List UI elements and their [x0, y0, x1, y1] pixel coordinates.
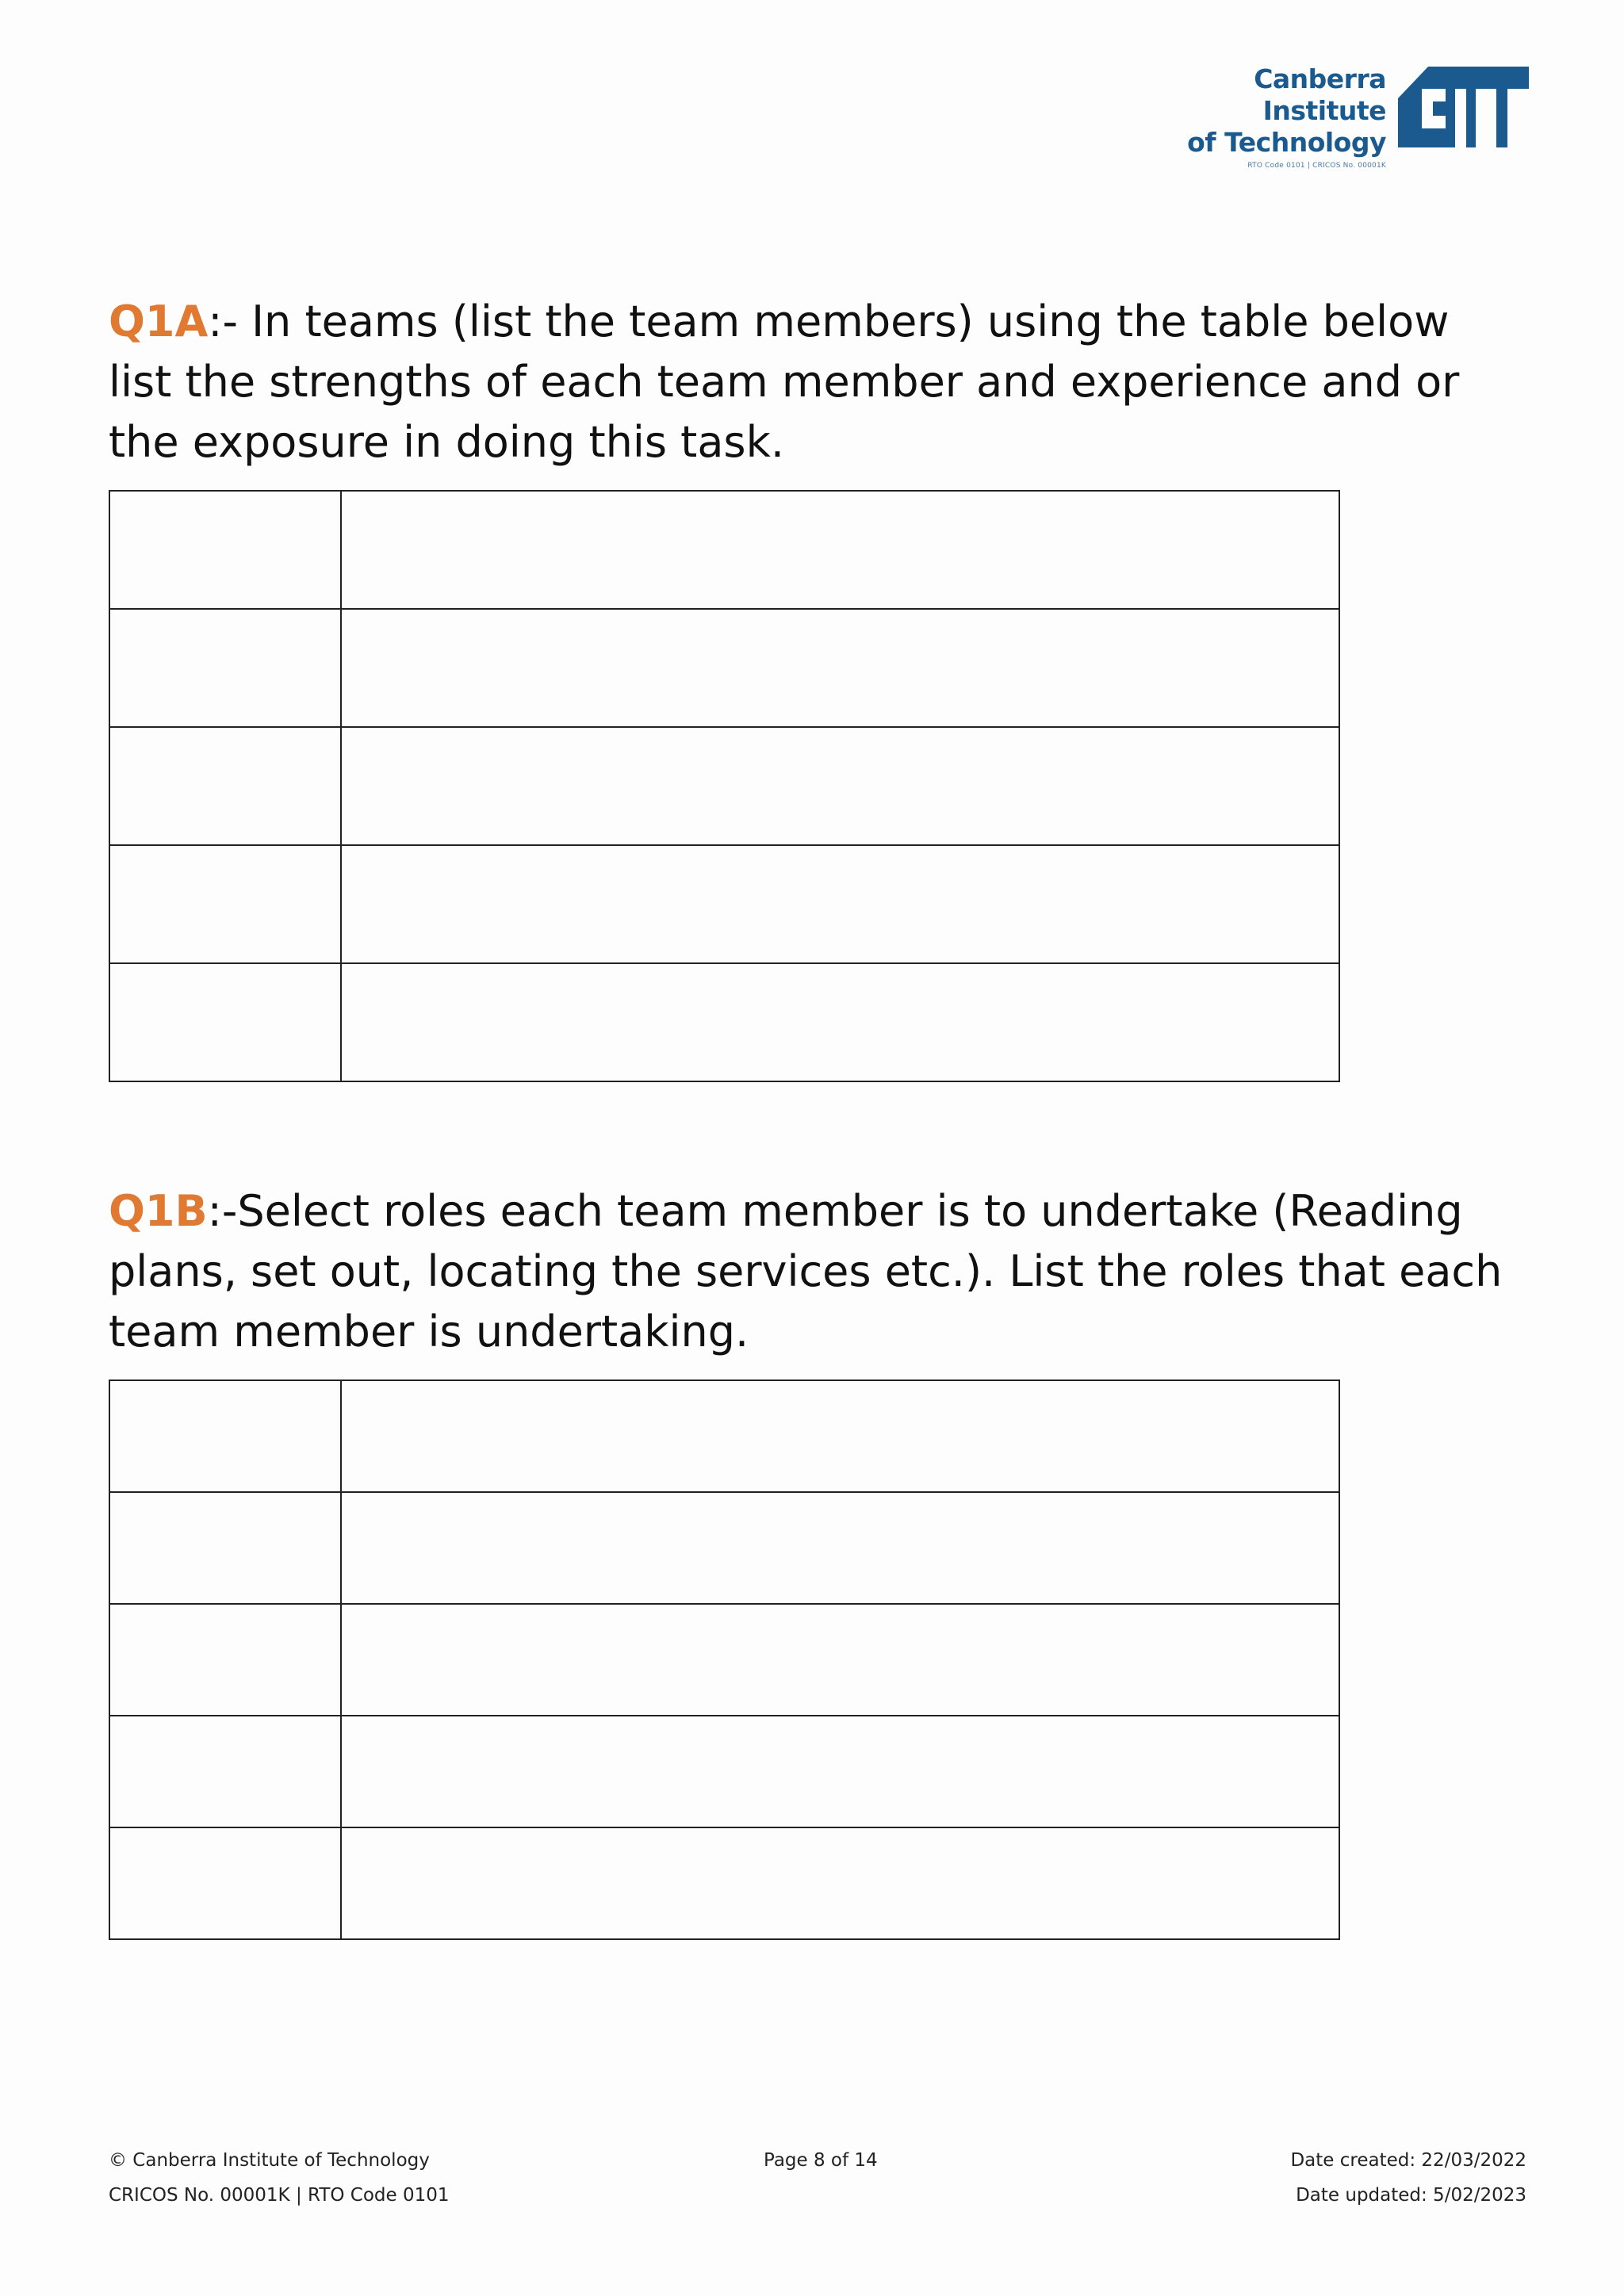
- table-row: [109, 1492, 1339, 1604]
- cit-logo: [1148, 63, 1529, 170]
- team-member-cell[interactable]: [109, 1827, 341, 1939]
- team-member-cell[interactable]: [109, 1492, 341, 1604]
- question-text: :-Select roles each team member is to undertake (Reading plans, set out, locating the services etc.). List the roles that each team member is undertaking.: [109, 1186, 1503, 1357]
- table-row: [109, 1716, 1339, 1827]
- team-member-cell[interactable]: [109, 727, 341, 845]
- strengths-cell[interactable]: [341, 727, 1339, 845]
- team-member-cell[interactable]: [109, 609, 341, 727]
- logo-name-line2: of Technology: [1187, 127, 1386, 158]
- role-cell[interactable]: [341, 1380, 1339, 1492]
- table-row: [109, 1604, 1339, 1716]
- footer-page-number: Page 8 of 14: [764, 2150, 878, 2171]
- strengths-cell[interactable]: [341, 845, 1339, 963]
- strengths-cell[interactable]: [341, 963, 1339, 1081]
- cit-logo-mark-icon: [1398, 67, 1529, 147]
- role-cell[interactable]: [341, 1716, 1339, 1827]
- team-member-cell[interactable]: [109, 845, 341, 963]
- footer-codes: CRICOS No. 00001K | RTO Code 0101: [109, 2185, 450, 2206]
- table-row: [109, 727, 1339, 845]
- team-member-cell[interactable]: [109, 1604, 341, 1716]
- footer-copyright: © Canberra Institute of Technology: [109, 2150, 430, 2171]
- table-row: [109, 1380, 1339, 1492]
- table-row: [109, 845, 1339, 963]
- team-member-cell[interactable]: [109, 1716, 341, 1827]
- logo-codes: RTO Code 0101 | CRICOS No. 00001K: [1247, 162, 1386, 170]
- table-row: [109, 609, 1339, 727]
- question-label: Q1B: [109, 1186, 208, 1236]
- table-row: [109, 963, 1339, 1081]
- team-member-cell[interactable]: [109, 963, 341, 1081]
- question-label: Q1A: [109, 297, 209, 346]
- role-cell[interactable]: [341, 1604, 1339, 1716]
- answer-table-1a: [109, 490, 1340, 1082]
- footer-date-created: Date created: 22/03/2022: [1290, 2150, 1526, 2171]
- table-row: [109, 491, 1339, 609]
- team-member-cell[interactable]: [109, 491, 341, 609]
- question-1b: [109, 1181, 1520, 1362]
- logo-text: [1148, 63, 1386, 173]
- table-row: [109, 1827, 1339, 1939]
- role-cell[interactable]: [341, 1492, 1339, 1604]
- question-1a: [109, 292, 1520, 473]
- strengths-cell[interactable]: [341, 491, 1339, 609]
- strengths-cell[interactable]: [341, 609, 1339, 727]
- logo-name-line1: Canberra Institute: [1254, 63, 1386, 126]
- answer-table-1b: [109, 1380, 1340, 1940]
- role-cell[interactable]: [341, 1827, 1339, 1939]
- footer-date-updated: Date updated: 5/02/2023: [1296, 2185, 1526, 2206]
- question-text: :- In teams (list the team members) using the table below list the strengths of each team member and experience and or the exposure in doing this task.: [109, 297, 1460, 467]
- team-member-cell[interactable]: [109, 1380, 341, 1492]
